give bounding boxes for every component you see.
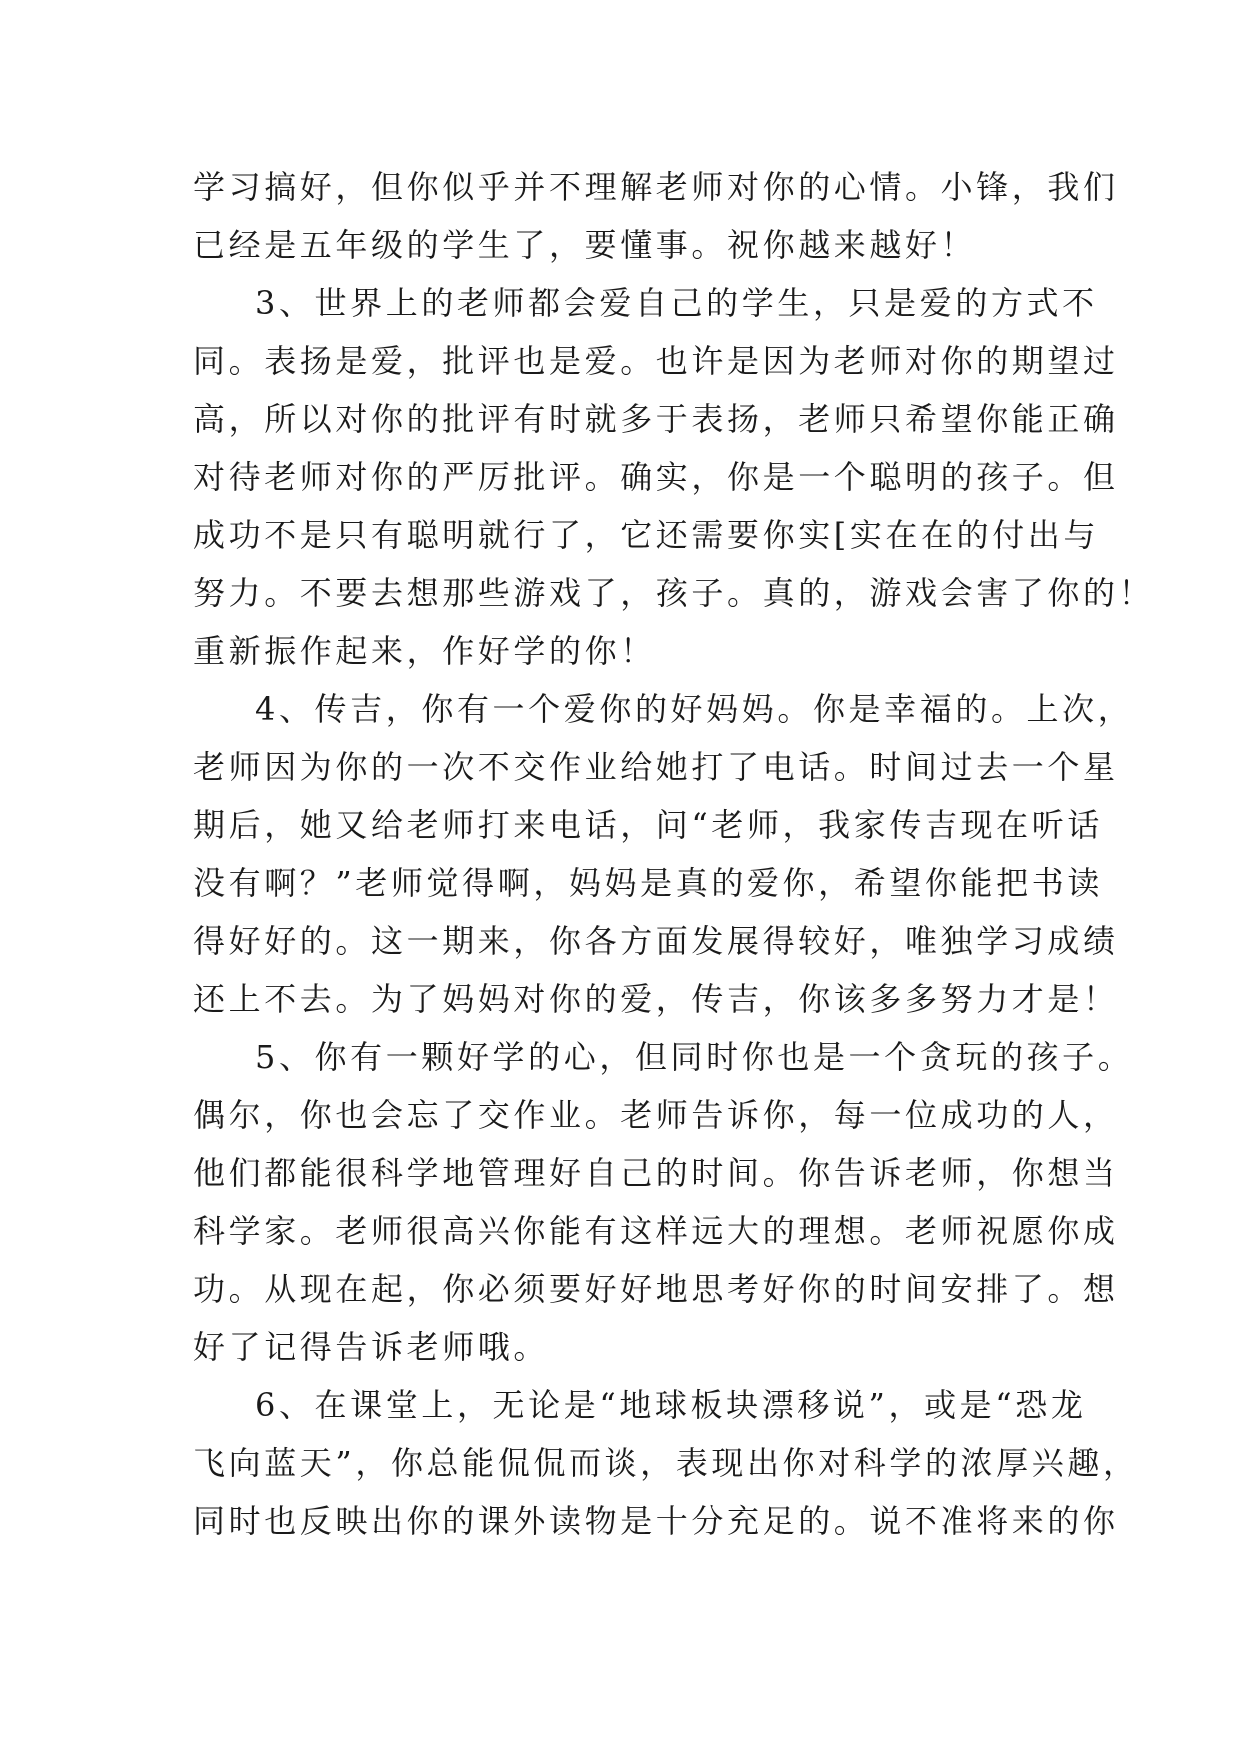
text-line: 老师因为你的一次不交作业给她打了电话。时间过去一个星: [193, 748, 1119, 786]
paragraph-6-start: 6、在课堂上，无论是“地球板块漂移说”，或是“恐龙: [255, 1386, 1087, 1424]
text-line: 好了记得告诉老师哦。: [193, 1328, 550, 1366]
text-line: 努力。不要去想那些游戏了，孩子。真的，游戏会害了你的！: [193, 574, 1155, 612]
paragraph-5-start: 5、你有一颗好学的心，但同时你也是一个贪玩的孩子。: [255, 1038, 1134, 1076]
text-line: 同时也反映出你的课外读物是十分充足的。说不准将来的你: [193, 1502, 1119, 1540]
text-line: 期后，她又给老师打来电话，问“老师，我家传吉现在听话: [193, 806, 1103, 844]
text-line: 他们都能很科学地管理好自己的时间。你告诉老师，你想当: [193, 1154, 1119, 1192]
text-line: 功。从现在起，你必须要好好地思考好你的时间安排了。想: [193, 1270, 1119, 1308]
text-line: 偶尔，你也会忘了交作业。老师告诉你，每一位成功的人，: [193, 1096, 1119, 1134]
text-line: 科学家。老师很高兴你能有这样远大的理想。老师祝愿你成: [193, 1212, 1119, 1250]
text-line: 同。表扬是爱，批评也是爱。也许是因为老师对你的期望过: [193, 342, 1119, 380]
text-line: 高，所以对你的批评有时就多于表扬，老师只希望你能正确: [193, 400, 1119, 438]
paragraph-3-start: 3、世界上的老师都会爱自己的学生，只是爱的方式不: [255, 284, 1098, 322]
text-line: 学习搞好，但你似乎并不理解老师对你的心情。小锋，我们: [193, 168, 1119, 206]
text-line: 得好好的。这一期来，你各方面发展得较好，唯独学习成绩: [193, 922, 1119, 960]
document-body: [193, 158, 1155, 1550]
paragraph-4-start: 4、传吉，你有一个爱你的好妈妈。你是幸福的。上次，: [255, 690, 1134, 728]
text-line: 还上不去。为了妈妈对你的爱，传吉，你该多多努力才是！: [193, 980, 1119, 1018]
text-line: 没有啊？”老师觉得啊，妈妈是真的爱你，希望你能把书读: [193, 864, 1103, 902]
text-line: 重新振作起来，作好学的你！: [193, 632, 656, 670]
text-line: 飞向蓝天”，你总能侃侃而谈，表现出你对科学的浓厚兴趣，: [193, 1444, 1139, 1482]
text-line: 已经是五年级的学生了，要懂事。祝你越来越好！: [193, 226, 977, 264]
text-line: 对待老师对你的严厉批评。确实，你是一个聪明的孩子。但: [193, 458, 1119, 496]
text-line: 成功不是只有聪明就行了，它还需要你实[实在在的付出与: [193, 516, 1100, 554]
